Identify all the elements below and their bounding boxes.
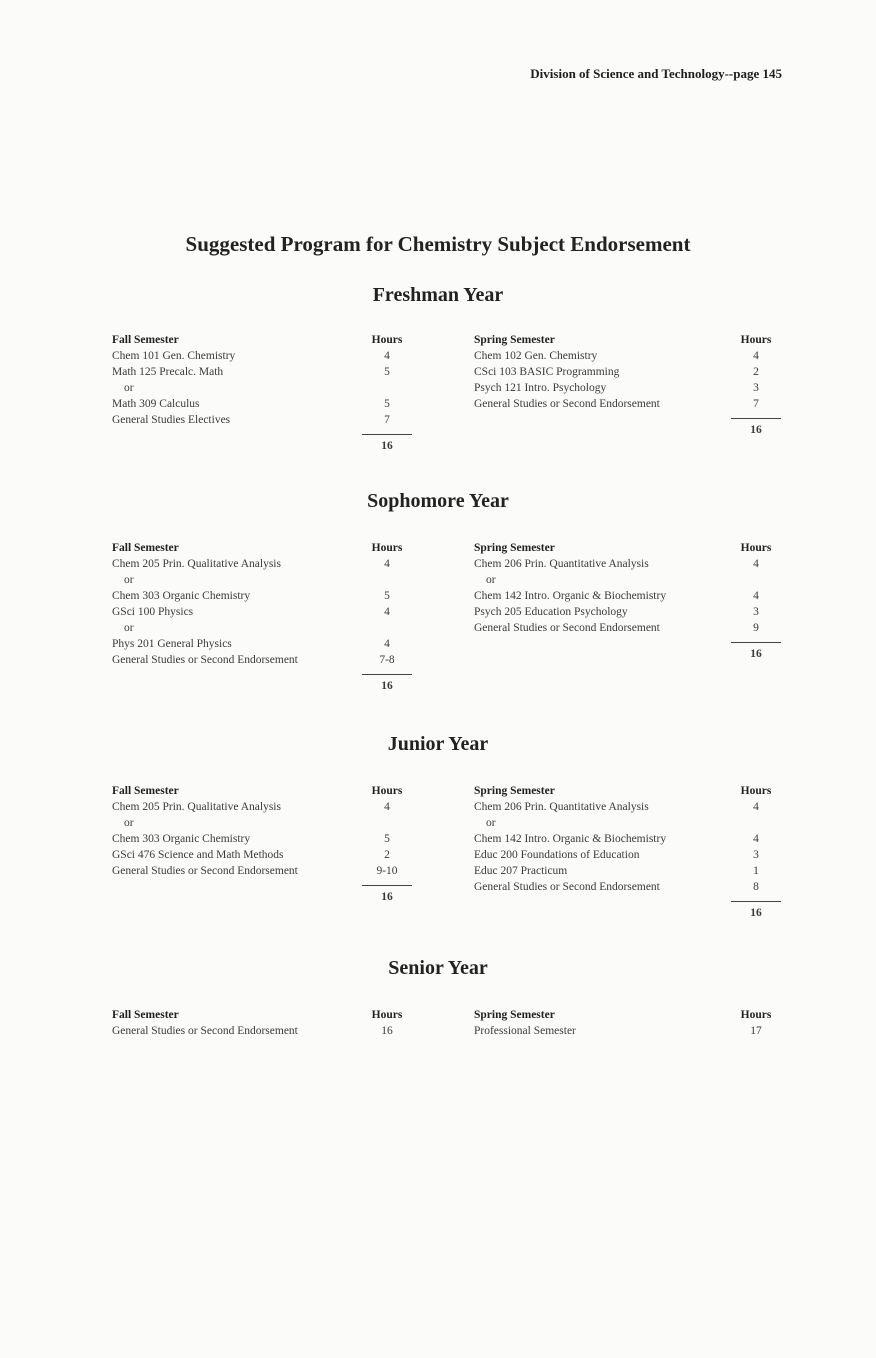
spacer: [112, 440, 362, 454]
course-name: General Studies or Second Endorsement: [112, 654, 298, 666]
fall-semester-label: Fall Semester: [112, 542, 179, 554]
total-rule: [731, 642, 781, 643]
total-hours-row: [474, 907, 781, 921]
course-hours: 3: [753, 849, 759, 861]
course-row: [474, 865, 781, 881]
course-row: [474, 590, 781, 606]
hours-header: Hours: [740, 542, 772, 554]
course-hours: 4: [384, 350, 390, 362]
course-name: Chem 205 Prin. Qualitative Analysis: [112, 558, 281, 570]
fall-semester-column: [112, 1009, 412, 1041]
total-hours: 16: [381, 440, 393, 452]
course-row: [112, 817, 412, 833]
course-row: [112, 622, 412, 638]
total-rule-row: [474, 642, 781, 643]
course-name: Chem 206 Prin. Quantitative Analysis: [474, 558, 649, 570]
course-hours: 5: [384, 398, 390, 410]
spring-semester-column: [474, 542, 781, 662]
course-row: [112, 350, 412, 366]
course-row: [474, 382, 781, 398]
semester-header-row: [112, 1009, 412, 1025]
hours-header: Hours: [740, 785, 772, 797]
course-row: [112, 382, 412, 398]
hours-header: Hours: [371, 542, 403, 554]
course-hours: 8: [753, 881, 759, 893]
semester-header-row: [474, 1009, 781, 1025]
course-name: Chem 206 Prin. Quantitative Analysis: [474, 801, 649, 813]
total-rule: [362, 885, 412, 886]
course-hours: 17: [750, 1025, 762, 1037]
total-hours-row: [474, 424, 781, 438]
course-name: Chem 142 Intro. Organic & Biochemistry: [474, 833, 667, 845]
course-row: [474, 398, 781, 414]
page-title: Suggested Program for Chemistry Subject Endorsement: [185, 232, 691, 256]
course-name: Chem 303 Organic Chemistry: [112, 833, 251, 845]
total-rule: [362, 674, 412, 675]
course-name: Educ 207 Practicum: [474, 865, 568, 877]
course-name: Professional Semester: [474, 1025, 576, 1037]
course-hours: 4: [753, 350, 759, 362]
course-name: Chem 142 Intro. Organic & Biochemistry: [474, 590, 667, 602]
running-head: Division of Science and Technology--page 145: [530, 66, 782, 81]
spacer: [112, 680, 362, 694]
course-row: [112, 574, 412, 590]
year-heading-sophomore: Sophomore Year: [367, 490, 509, 512]
or-separator: or: [124, 817, 134, 829]
spring-semester-column: [474, 1009, 781, 1041]
course-name: Chem 101 Gen. Chemistry: [112, 350, 236, 362]
total-hours-row: [112, 680, 412, 694]
course-name: Psych 205 Education Psychology: [474, 606, 628, 618]
course-name: Chem 303 Organic Chemistry: [112, 590, 251, 602]
course-name: GSci 100 Physics: [112, 606, 194, 618]
fall-semester-label: Fall Semester: [112, 785, 179, 797]
course-name: General Studies or Second Endorsement: [474, 881, 660, 893]
total-hours-row: [474, 648, 781, 662]
total-hours-row: [112, 440, 412, 454]
spring-semester-label: Spring Semester: [474, 542, 555, 554]
course-name: Math 125 Precalc. Math: [112, 366, 224, 378]
spacer: [474, 424, 731, 438]
total-rule-row: [474, 418, 781, 419]
total-hours: 16: [750, 648, 762, 660]
semester-header-row: [112, 785, 412, 801]
or-separator: or: [124, 382, 134, 394]
course-hours: 4: [753, 558, 759, 570]
course-hours: 7-8: [379, 654, 395, 666]
fall-semester-column: [112, 785, 412, 905]
course-row: [474, 574, 781, 590]
course-row: [474, 833, 781, 849]
course-hours: 7: [753, 398, 759, 410]
or-separator: or: [124, 622, 134, 634]
year-heading-freshman: Freshman Year: [372, 284, 504, 306]
course-name: Math 309 Calculus: [112, 398, 200, 410]
course-row: [112, 590, 412, 606]
total-rule-row: [474, 901, 781, 902]
course-row: [112, 654, 412, 670]
total-rule-row: [112, 885, 412, 886]
total-rule: [731, 418, 781, 419]
course-hours: 5: [384, 590, 390, 602]
course-hours: 5: [384, 833, 390, 845]
course-name: CSci 103 BASIC Programming: [474, 366, 620, 378]
spacer: [474, 642, 731, 643]
hours-header: Hours: [371, 1009, 403, 1021]
course-hours: 4: [753, 833, 759, 845]
total-rule: [362, 434, 412, 435]
total-hours: 16: [381, 680, 393, 692]
course-hours: 4: [384, 801, 390, 813]
fall-semester-label: Fall Semester: [112, 1009, 179, 1021]
course-row: [474, 606, 781, 622]
total-hours: 16: [381, 891, 393, 903]
fall-semester-column: [112, 334, 412, 454]
or-separator: or: [124, 574, 134, 586]
total-hours: 16: [750, 424, 762, 436]
spring-semester-column: [474, 334, 781, 438]
semester-header-row: [474, 542, 781, 558]
course-row: [474, 849, 781, 865]
spacer: [474, 907, 731, 921]
course-hours: 9-10: [376, 865, 398, 877]
hours-header: Hours: [740, 1009, 772, 1021]
course-name: Phys 201 General Physics: [112, 638, 232, 650]
course-row: [112, 366, 412, 382]
hours-header: Hours: [371, 334, 403, 346]
total-rule: [731, 901, 781, 902]
course-row: [112, 606, 412, 622]
hours-header: Hours: [740, 334, 772, 346]
course-hours: 2: [753, 366, 759, 378]
fall-semester-column: [112, 542, 412, 694]
total-hours: 16: [750, 907, 762, 919]
course-name: General Studies or Second Endorsement: [474, 622, 660, 634]
semester-header-row: [112, 542, 412, 558]
course-row: [112, 638, 412, 654]
spacer: [112, 674, 362, 675]
course-hours: 3: [753, 382, 759, 394]
course-row: [112, 398, 412, 414]
course-name: Educ 200 Foundations of Education: [474, 849, 640, 861]
course-hours: 7: [384, 414, 390, 426]
spacer: [474, 648, 731, 662]
course-row: [474, 366, 781, 382]
course-hours: 5: [384, 366, 390, 378]
spacer: [112, 891, 362, 905]
course-hours: 4: [753, 590, 759, 602]
course-name: Chem 102 Gen. Chemistry: [474, 350, 598, 362]
course-name: General Studies or Second Endorsement: [112, 1025, 298, 1037]
or-separator: or: [486, 817, 496, 829]
course-row: [112, 833, 412, 849]
course-hours: 2: [384, 849, 390, 861]
course-hours: 16: [381, 1025, 393, 1037]
course-name: General Studies or Second Endorsement: [474, 398, 660, 410]
course-hours: 4: [384, 558, 390, 570]
course-name: General Studies or Second Endorsement: [112, 865, 298, 877]
fall-semester-label: Fall Semester: [112, 334, 179, 346]
course-name: General Studies Electives: [112, 414, 231, 426]
course-row: [112, 849, 412, 865]
semester-header-row: [474, 785, 781, 801]
total-rule-row: [112, 434, 412, 435]
semester-header-row: [112, 334, 412, 350]
course-row: [474, 1025, 781, 1041]
or-separator: or: [486, 574, 496, 586]
course-row: [112, 558, 412, 574]
course-row: [474, 558, 781, 574]
course-row: [474, 801, 781, 817]
course-row: [112, 801, 412, 817]
semester-header-row: [474, 334, 781, 350]
spring-semester-column: [474, 785, 781, 921]
spacer: [474, 418, 731, 419]
year-heading-junior: Junior Year: [387, 733, 489, 755]
course-name: Chem 205 Prin. Qualitative Analysis: [112, 801, 281, 813]
course-hours: 9: [753, 622, 759, 634]
total-rule-row: [112, 674, 412, 675]
course-name: Psych 121 Intro. Psychology: [474, 382, 607, 394]
course-row: [112, 414, 412, 430]
spring-semester-label: Spring Semester: [474, 334, 555, 346]
course-row: [474, 350, 781, 366]
course-row: [474, 817, 781, 833]
spacer: [112, 885, 362, 886]
course-row: [112, 1025, 412, 1041]
spacer: [474, 901, 731, 902]
year-heading-senior: Senior Year: [388, 957, 488, 979]
hours-header: Hours: [371, 785, 403, 797]
spring-semester-label: Spring Semester: [474, 1009, 555, 1021]
course-hours: 1: [753, 865, 759, 877]
total-hours-row: [112, 891, 412, 905]
course-hours: 4: [384, 638, 390, 650]
course-hours: 4: [384, 606, 390, 618]
course-hours: 4: [753, 801, 759, 813]
spring-semester-label: Spring Semester: [474, 785, 555, 797]
course-row: [474, 881, 781, 897]
course-name: GSci 476 Science and Math Methods: [112, 849, 284, 861]
course-row: [474, 622, 781, 638]
course-hours: 3: [753, 606, 759, 618]
course-row: [112, 865, 412, 881]
spacer: [112, 434, 362, 435]
